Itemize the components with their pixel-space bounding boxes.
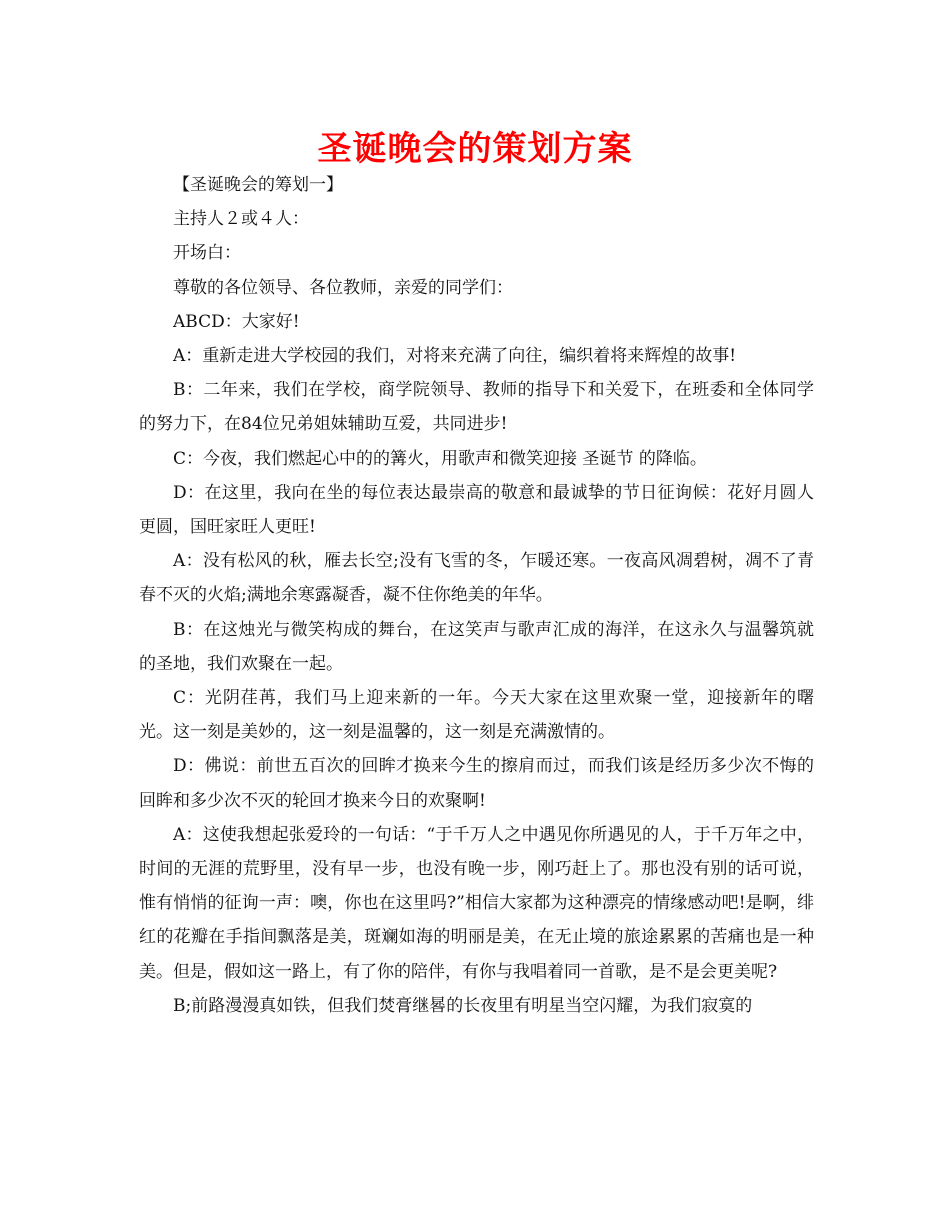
paragraph: A：没有松风的秋，雁去长空;没有飞雪的冬，乍暖还寒。一夜高风凋碧树，凋不了青春不灭的火焰;满地余寒露凝香，凝不住你绝美的年华。	[139, 551, 814, 606]
paragraph: D：在这里，我向在坐的每位表达最崇高的敬意和最诚挚的节日征询候：花好月圆人更圆，国旺家旺人更旺!	[139, 482, 814, 538]
paragraph: 尊敬的各位领导、各位教师，亲爱的同学们：	[173, 277, 513, 298]
paragraph: C：光阴荏苒，我们马上迎来新的一年。今天大家在这里欢聚一堂，迎接新年的曙光。这一刻是美妙的，这一刻是温馨的，这一刻是充满激情的。	[139, 688, 814, 743]
paragraph: A：重新走进大学校园的我们，对将来充满了向往，编织着将来辉煌的故事!	[173, 346, 737, 367]
paragraph: 开场白：	[173, 243, 241, 264]
paragraph: 主持人２或４人：	[173, 209, 309, 230]
document-title: 圣诞晚会的策划方案	[317, 129, 633, 169]
paragraph: B：二年来，我们在学校，商学院领导、教师的指导下和关爱下，在班委和全体同学的努力下，在84位兄弟姐妹辅助互爱，共同进步!	[139, 380, 814, 435]
paragraph: ABCD：大家好!	[173, 311, 300, 332]
paragraph: B;前路漫漫真如铁，但我们焚膏继晷的长夜里有明星当空闪耀，为我们寂寞的	[173, 995, 753, 1016]
section-heading: 【圣诞晚会的筹划一】	[173, 175, 343, 195]
document-body	[139, 168, 814, 1023]
paragraph: B：在这烛光与微笑构成的舞台，在这笑声与歌声汇成的海洋，在这永久与温馨筑就的圣地，我们欢聚在一起。	[139, 619, 814, 674]
paragraph: A：这使我想起张爱玲的一句话：“于千万人之中遇见你所遇见的人，于千万年之中，时间的无涯的荒野里，没有早一步，也没有晚一步，刚巧赶上了。那也没有别的话可说，惟有悄悄的征询一声：噢，你也在这里吗?”相信大家都为这种漂亮的情缘感动吧!是啊，绯红的花瓣在手指间飘落是美，斑斓如海的明丽是美，在无止境的旅途累累的苦痛也是一种美。但是，假如这一路上，有了你的陪伴，有你与我唱着同一首歌，是不是会更美呢?	[139, 824, 814, 982]
paragraph: C：今夜，我们燃起心中的的篝火，用歌声和微笑迎接 圣诞节 的降临。	[173, 448, 707, 469]
paragraph: D：佛说：前世五百次的回眸才换来今生的擦肩而过，而我们该是经历多少次不悔的回眸和多少次不灭的轮回才换来今日的欢聚啊!	[139, 756, 814, 811]
